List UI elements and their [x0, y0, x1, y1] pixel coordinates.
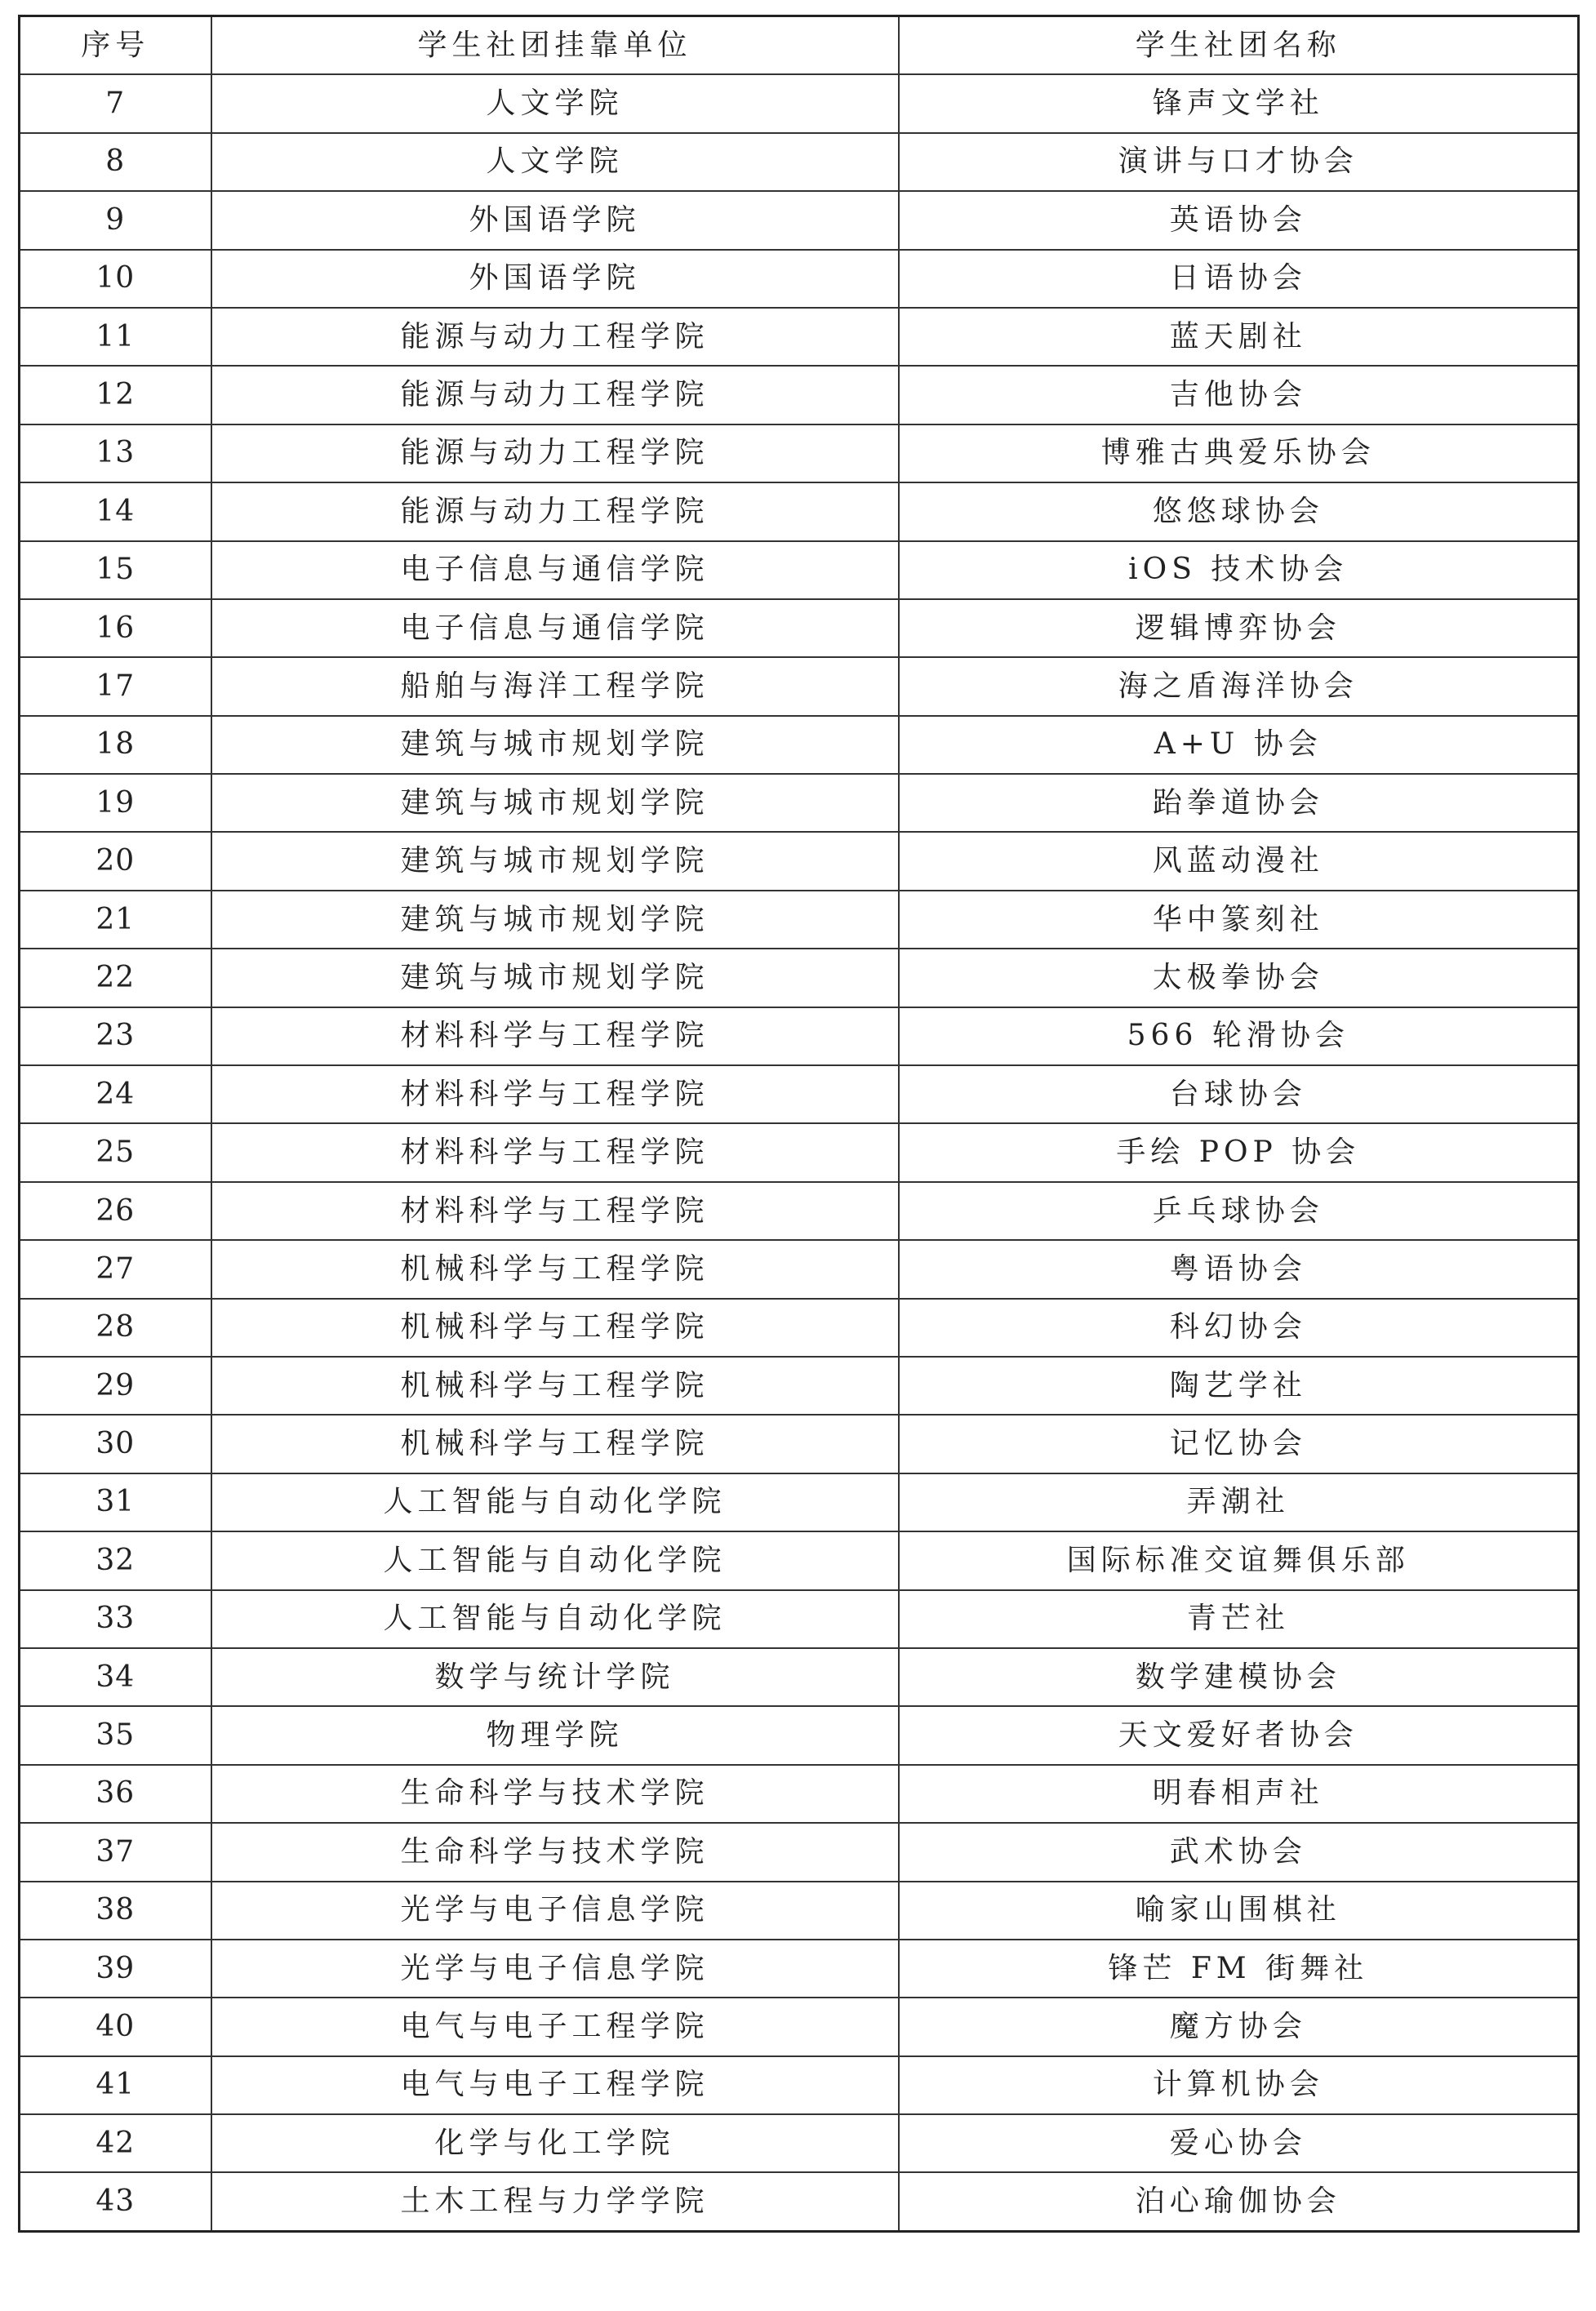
serial-number-cell: 41	[20, 2056, 211, 2114]
serial-number-cell: 26	[20, 1182, 211, 1240]
club-name-cell: 计算机协会	[899, 2056, 1579, 2114]
affiliated-unit-cell: 外国语学院	[211, 250, 899, 308]
serial-number-cell: 30	[20, 1415, 211, 1473]
serial-number-cell: 25	[20, 1123, 211, 1181]
affiliated-unit-cell: 材料科学与工程学院	[211, 1065, 899, 1123]
club-name-cell: 青芒社	[899, 1590, 1579, 1648]
club-name-cell: 英语协会	[899, 191, 1579, 249]
affiliated-unit-cell: 电气与电子工程学院	[211, 1998, 899, 2055]
serial-number-cell: 37	[20, 1823, 211, 1881]
header-affiliated-unit: 学生社团挂靠单位	[211, 16, 899, 75]
affiliated-unit-cell: 能源与动力工程学院	[211, 308, 899, 366]
serial-number-cell: 23	[20, 1007, 211, 1065]
club-name-cell: 乒乓球协会	[899, 1182, 1579, 1240]
table-row	[20, 133, 1579, 191]
serial-number-cell: 12	[20, 366, 211, 424]
table-row	[20, 1531, 1579, 1589]
table-row	[20, 74, 1579, 132]
table-row	[20, 716, 1579, 774]
table-row	[20, 1823, 1579, 1881]
club-name-cell: 台球协会	[899, 1065, 1579, 1123]
affiliated-unit-cell: 机械科学与工程学院	[211, 1357, 899, 1415]
table-row	[20, 1882, 1579, 1940]
affiliated-unit-cell: 人工智能与自动化学院	[211, 1531, 899, 1589]
affiliated-unit-cell: 机械科学与工程学院	[211, 1415, 899, 1473]
table-row	[20, 832, 1579, 890]
table-row	[20, 1357, 1579, 1415]
club-name-cell: iOS 技术协会	[899, 541, 1579, 599]
table-row	[20, 2172, 1579, 2231]
table-row	[20, 1473, 1579, 1531]
club-name-cell: 国际标准交谊舞俱乐部	[899, 1531, 1579, 1589]
serial-number-cell: 15	[20, 541, 211, 599]
serial-number-cell: 10	[20, 250, 211, 308]
club-name-cell: 逻辑博弈协会	[899, 599, 1579, 657]
club-name-cell: 明春相声社	[899, 1765, 1579, 1823]
table-row	[20, 1415, 1579, 1473]
club-name-cell: 566 轮滑协会	[899, 1007, 1579, 1065]
serial-number-cell: 16	[20, 599, 211, 657]
affiliated-unit-cell: 外国语学院	[211, 191, 899, 249]
club-name-cell: 日语协会	[899, 250, 1579, 308]
affiliated-unit-cell: 生命科学与技术学院	[211, 1765, 899, 1823]
table-row	[20, 949, 1579, 1007]
header-club-name: 学生社团名称	[899, 16, 1579, 75]
serial-number-cell: 43	[20, 2172, 211, 2231]
table-row	[20, 250, 1579, 308]
affiliated-unit-cell: 机械科学与工程学院	[211, 1240, 899, 1298]
club-name-cell: 风蓝动漫社	[899, 832, 1579, 890]
club-name-cell: 蓝天剧社	[899, 308, 1579, 366]
table-row	[20, 1706, 1579, 1764]
table-row	[20, 2056, 1579, 2114]
table-row	[20, 424, 1579, 482]
table-row	[20, 482, 1579, 540]
serial-number-cell: 13	[20, 424, 211, 482]
affiliated-unit-cell: 数学与统计学院	[211, 1648, 899, 1706]
table-row	[20, 366, 1579, 424]
serial-number-cell: 32	[20, 1531, 211, 1589]
club-name-cell: 悠悠球协会	[899, 482, 1579, 540]
table-row	[20, 657, 1579, 715]
affiliated-unit-cell: 电子信息与通信学院	[211, 599, 899, 657]
affiliated-unit-cell: 能源与动力工程学院	[211, 366, 899, 424]
serial-number-cell: 33	[20, 1590, 211, 1648]
club-name-cell: 演讲与口才协会	[899, 133, 1579, 191]
header-serial-number: 序号	[20, 16, 211, 75]
serial-number-cell: 28	[20, 1299, 211, 1357]
table-row	[20, 191, 1579, 249]
club-name-cell: 吉他协会	[899, 366, 1579, 424]
table-row	[20, 2114, 1579, 2172]
serial-number-cell: 27	[20, 1240, 211, 1298]
serial-number-cell: 21	[20, 891, 211, 949]
affiliated-unit-cell: 化学与化工学院	[211, 2114, 899, 2172]
club-name-cell: 锋声文学社	[899, 74, 1579, 132]
serial-number-cell: 20	[20, 832, 211, 890]
affiliated-unit-cell: 建筑与城市规划学院	[211, 774, 899, 832]
club-name-cell: 跆拳道协会	[899, 774, 1579, 832]
club-name-cell: 数学建模协会	[899, 1648, 1579, 1706]
affiliated-unit-cell: 材料科学与工程学院	[211, 1007, 899, 1065]
serial-number-cell: 35	[20, 1706, 211, 1764]
serial-number-cell: 17	[20, 657, 211, 715]
table-row	[20, 1182, 1579, 1240]
table-row	[20, 541, 1579, 599]
club-name-cell: A+U 协会	[899, 716, 1579, 774]
table-row	[20, 1940, 1579, 1998]
serial-number-cell: 39	[20, 1940, 211, 1998]
affiliated-unit-cell: 电子信息与通信学院	[211, 541, 899, 599]
serial-number-cell: 7	[20, 74, 211, 132]
serial-number-cell: 34	[20, 1648, 211, 1706]
club-name-cell: 太极拳协会	[899, 949, 1579, 1007]
club-name-cell: 手绘 POP 协会	[899, 1123, 1579, 1181]
serial-number-cell: 31	[20, 1473, 211, 1531]
affiliated-unit-cell: 人文学院	[211, 133, 899, 191]
table-row	[20, 1240, 1579, 1298]
affiliated-unit-cell: 生命科学与技术学院	[211, 1823, 899, 1881]
table-row	[20, 774, 1579, 832]
serial-number-cell: 11	[20, 308, 211, 366]
club-name-cell: 华中篆刻社	[899, 891, 1579, 949]
table-row	[20, 1299, 1579, 1357]
table-row	[20, 1123, 1579, 1181]
serial-number-cell: 24	[20, 1065, 211, 1123]
affiliated-unit-cell: 土木工程与力学学院	[211, 2172, 899, 2231]
affiliated-unit-cell: 电气与电子工程学院	[211, 2056, 899, 2114]
affiliated-unit-cell: 光学与电子信息学院	[211, 1940, 899, 1998]
table-row	[20, 1590, 1579, 1648]
affiliated-unit-cell: 建筑与城市规划学院	[211, 891, 899, 949]
club-name-cell: 科幻协会	[899, 1299, 1579, 1357]
table-row	[20, 891, 1579, 949]
affiliated-unit-cell: 建筑与城市规划学院	[211, 949, 899, 1007]
club-name-cell: 武术协会	[899, 1823, 1579, 1881]
serial-number-cell: 8	[20, 133, 211, 191]
club-name-cell: 粤语协会	[899, 1240, 1579, 1298]
club-name-cell: 弄潮社	[899, 1473, 1579, 1531]
serial-number-cell: 40	[20, 1998, 211, 2055]
table-row	[20, 1007, 1579, 1065]
table-row	[20, 1765, 1579, 1823]
table-body	[20, 74, 1579, 2231]
affiliated-unit-cell: 材料科学与工程学院	[211, 1182, 899, 1240]
affiliated-unit-cell: 船舶与海洋工程学院	[211, 657, 899, 715]
table-row	[20, 599, 1579, 657]
club-name-cell: 泊心瑜伽协会	[899, 2172, 1579, 2231]
club-name-cell: 博雅古典爱乐协会	[899, 424, 1579, 482]
serial-number-cell: 38	[20, 1882, 211, 1940]
affiliated-unit-cell: 能源与动力工程学院	[211, 424, 899, 482]
serial-number-cell: 14	[20, 482, 211, 540]
table-row	[20, 1648, 1579, 1706]
serial-number-cell: 29	[20, 1357, 211, 1415]
club-name-cell: 记忆协会	[899, 1415, 1579, 1473]
club-name-cell: 喻家山围棋社	[899, 1882, 1579, 1940]
club-table-container	[18, 15, 1577, 2233]
table-header-row	[20, 16, 1579, 75]
serial-number-cell: 19	[20, 774, 211, 832]
club-name-cell: 陶艺学社	[899, 1357, 1579, 1415]
affiliated-unit-cell: 能源与动力工程学院	[211, 482, 899, 540]
affiliated-unit-cell: 人工智能与自动化学院	[211, 1590, 899, 1648]
serial-number-cell: 36	[20, 1765, 211, 1823]
table-row	[20, 1065, 1579, 1123]
club-name-cell: 天文爱好者协会	[899, 1706, 1579, 1764]
affiliated-unit-cell: 物理学院	[211, 1706, 899, 1764]
club-name-cell: 锋芒 FM 街舞社	[899, 1940, 1579, 1998]
serial-number-cell: 9	[20, 191, 211, 249]
table-row	[20, 308, 1579, 366]
affiliated-unit-cell: 材料科学与工程学院	[211, 1123, 899, 1181]
club-table	[18, 15, 1580, 2233]
club-name-cell: 海之盾海洋协会	[899, 657, 1579, 715]
affiliated-unit-cell: 人文学院	[211, 74, 899, 132]
club-name-cell: 爱心协会	[899, 2114, 1579, 2172]
affiliated-unit-cell: 建筑与城市规划学院	[211, 832, 899, 890]
serial-number-cell: 22	[20, 949, 211, 1007]
affiliated-unit-cell: 机械科学与工程学院	[211, 1299, 899, 1357]
serial-number-cell: 18	[20, 716, 211, 774]
affiliated-unit-cell: 建筑与城市规划学院	[211, 716, 899, 774]
table-row	[20, 1998, 1579, 2055]
serial-number-cell: 42	[20, 2114, 211, 2172]
club-name-cell: 魔方协会	[899, 1998, 1579, 2055]
affiliated-unit-cell: 光学与电子信息学院	[211, 1882, 899, 1940]
affiliated-unit-cell: 人工智能与自动化学院	[211, 1473, 899, 1531]
